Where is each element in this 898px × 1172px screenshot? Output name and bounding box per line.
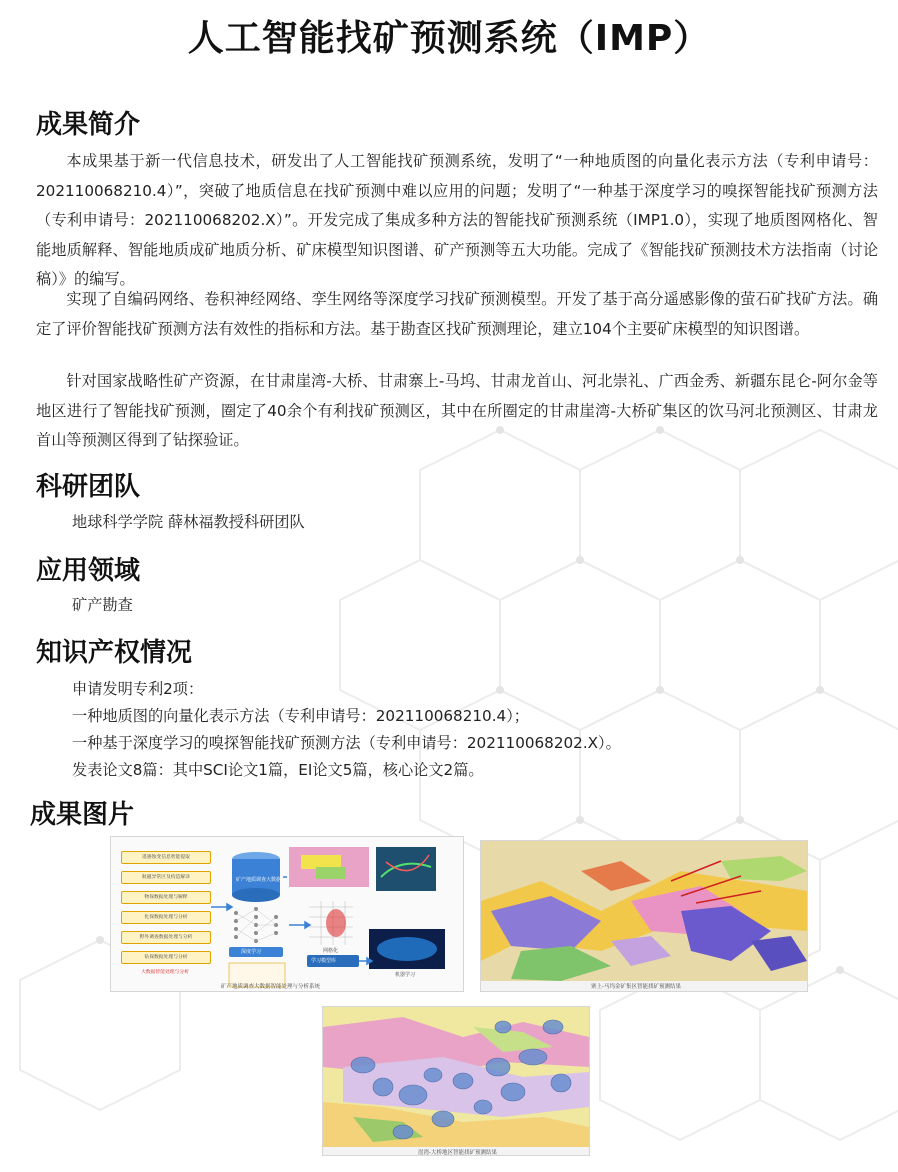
flow-step: 钻探数据处理与分析: [121, 951, 211, 964]
model-label: 学习模型库: [311, 958, 337, 964]
field-text: 矿产勘查: [72, 596, 133, 614]
figure-1-caption: 矿产地质调查大数据智能处理与分析系统: [221, 984, 321, 990]
team-heading: 科研团队: [36, 472, 141, 502]
ip-line-2: 一种地质图的向量化表示方法（专利申请号：202110068210.4）；: [72, 707, 529, 725]
field-heading: 应用领域: [36, 556, 141, 586]
ip-heading: 知识产权情况: [36, 638, 193, 668]
figure-system-diagram: [110, 836, 464, 992]
flow-step: 化探数据处理与分析: [121, 911, 211, 924]
figure-2-caption: 寨上-马坞金矿集区智能找矿预测结果: [591, 984, 681, 990]
figure-map-yawan: [322, 1006, 590, 1156]
flow-step: 物探数据处理与解释: [121, 891, 211, 904]
figure-map-zhaishang: [480, 840, 808, 992]
images-heading: 成果图片: [30, 800, 135, 830]
ip-line-4: 发表论文8篇：其中SCI论文1篇，EI论文5篇，核心论文2篇。: [72, 761, 484, 779]
db-label: 矿产地质调查大数据: [236, 877, 282, 883]
ip-line-3: 一种基于深度学习的嗅探智能找矿预测方法（专利申请号：202110068202.X）。: [72, 734, 621, 752]
map-graphic: [481, 841, 807, 981]
team-text: 地球科学学院 薛林福教授科研团队: [72, 513, 305, 531]
summary-paragraph-1: 本成果基于新一代信息技术，研发出了人工智能找矿预测系统，发明了“一种地质图的向量化表示方法（专利申请号：202110068210.4）”，突破了地质信息在找矿预测中难以应用的问题；发明了“一种基于深度学习的嗅探智能找矿预测方法（专利申请号：202110068202.X）”。开发完成了集成多种方法的智能找矿预测系统（IMP1.0），实现了地质图网格化、智能地质解释、智能地质成矿地质分析、矿床模型知识图谱、矿产预测等五大功能。完成了《智能找矿预测技术方法指南（讨论稿）》的编写。: [36, 152, 878, 288]
page-title: 人工智能找矿预测系统（IMP）: [187, 18, 711, 59]
dl-label: 深度学习: [241, 949, 262, 955]
grid-label: 网格化: [323, 948, 339, 954]
ip-line-1: 申请发明专利2项：: [72, 680, 204, 698]
figure-3-caption: 崖湾-大桥地区智能找矿预测结果: [418, 1150, 497, 1156]
flow-step: 野外调查数据处理与分析: [121, 931, 211, 944]
map-graphic: [323, 1007, 589, 1147]
flow-step: 航磁异常区及构造解译: [121, 871, 211, 884]
summary-paragraph-2: 实现了自编码网络、卷积神经网络、孪生网络等深度学习找矿预测模型。开发了基于高分遥感影像的萤石矿找矿方法。确定了评价智能找矿预测方法有效性的指标和方法。基于勘查区找矿预测理论，建立104个主要矿床模型的知识图谱。: [36, 290, 878, 338]
flow-step-final: 大数据智能处理与分析: [141, 970, 189, 975]
flow-step: 遥感蚀变信息智能提取: [121, 851, 211, 864]
summary-heading: 成果简介: [36, 110, 141, 140]
ml-label: 机器学习: [395, 972, 416, 978]
summary-paragraph-3: 针对国家战略性矿产资源，在甘肃崖湾-大桥、甘肃寨上-马坞、甘肃龙首山、河北崇礼、广西金秀、新疆东昆仑-阿尔金等地区进行了智能找矿预测，圈定了40余个有利找矿预测区，其中在所圈定的甘肃崖湾-大桥矿集区的饮马河北预测区、甘肃龙首山等预测区得到了钻探验证。: [36, 372, 878, 449]
diagram-graphics: [111, 837, 463, 991]
